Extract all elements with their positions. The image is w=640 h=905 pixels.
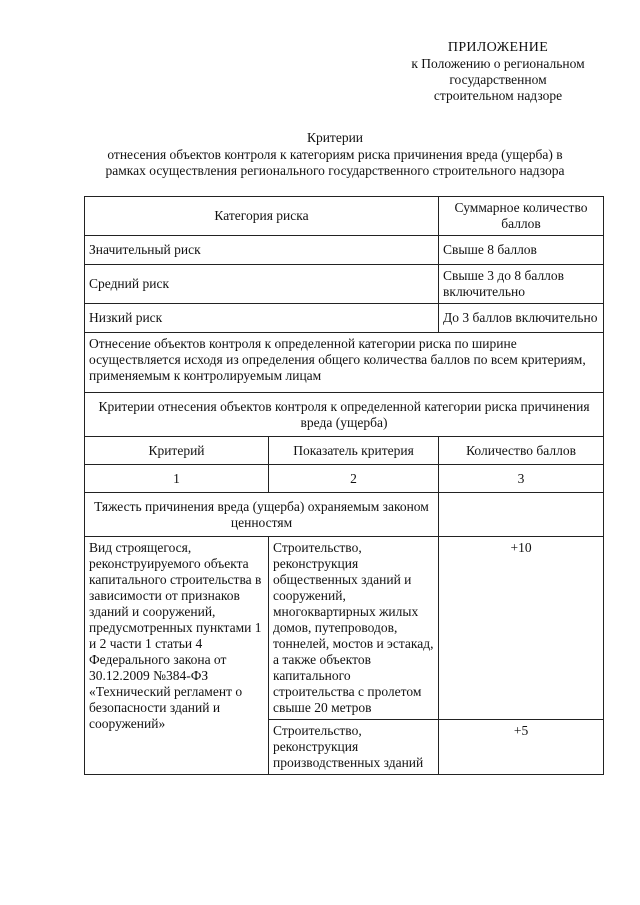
appendix-heading: ПРИЛОЖЕНИЕ [447,40,549,55]
criterion-description: Вид строящегося, реконструируемого объекта капитального строительства в зависимости от признаков зданий и сооружений, предусмотренных пунктами 1 и 2 части 1 статьи 4 Федерального закона от 30.12.2009 №384-ФЗ «Технический регламент о безопасности зданий и сооружений» [85,537,269,775]
appendix-line: государственном [449,72,547,87]
column-number: 2 [269,465,439,493]
section-points-empty [439,493,604,537]
indicator-text: Строительство, реконструкция производственных зданий [269,720,439,775]
section-row [85,493,604,537]
title-line: Критерии [306,130,364,145]
title-line: рамках осуществления регионального государственного строительного надзора [105,163,565,178]
section-title: Тяжесть причинения вреда (ущерба) охраняемым законом ценностям [85,493,439,537]
risk-row [85,236,604,265]
risk-category-cell: Значительный риск [85,236,439,265]
criteria-table [84,196,604,775]
appendix-line: к Положению о региональном [411,56,585,71]
risk-row [85,304,604,333]
note-row [85,333,604,393]
risk-category-cell: Средний риск [85,265,439,304]
criteria-title-row [85,393,604,437]
indicator-text: Строительство, реконструкция общественных зданий и сооружений, многоквартирных жилых домов, путепроводов, тоннелей, мостов и эстакад, а также объектов капитального строительства с пролетом свыше 20 метров [269,537,439,720]
risk-header-row [85,197,604,236]
risk-row [85,265,604,304]
column-number: 3 [439,465,604,493]
header-total-points: Суммарное количество баллов [439,197,604,236]
document-title [60,130,610,180]
points-value: +5 [439,720,604,775]
appendix-line: строительном надзоре [433,88,563,103]
risk-points-cell: До 3 баллов включительно [439,304,604,333]
column-number: 1 [85,465,269,493]
criteria-header-row [85,437,604,465]
header-indicator: Показатель критерия [269,437,439,465]
title-line: отнесения объектов контроля к категориям риска причинения вреда (ущерба) в [107,146,563,162]
risk-points-cell: Свыше 8 баллов [439,236,604,265]
criteria-title: Критерии отнесения объектов контроля к определенной категории риска причинения вреда (ущерба) [85,393,604,437]
risk-note: Отнесение объектов контроля к определенной категории риска по ширине осуществляется исходя из определения общего количества баллов по всем критериям, применяемым к контролируемым лицам [85,333,604,393]
risk-category-cell: Низкий риск [85,304,439,333]
appendix-block [380,40,616,104]
header-risk-category: Категория риска [85,197,439,236]
column-number-row [85,465,604,493]
header-criterion: Критерий [85,437,269,465]
risk-points-cell: Свыше 3 до 8 баллов включительно [439,265,604,304]
criterion-row [85,537,604,720]
points-value: +10 [439,537,604,720]
header-points: Количество баллов [439,437,604,465]
